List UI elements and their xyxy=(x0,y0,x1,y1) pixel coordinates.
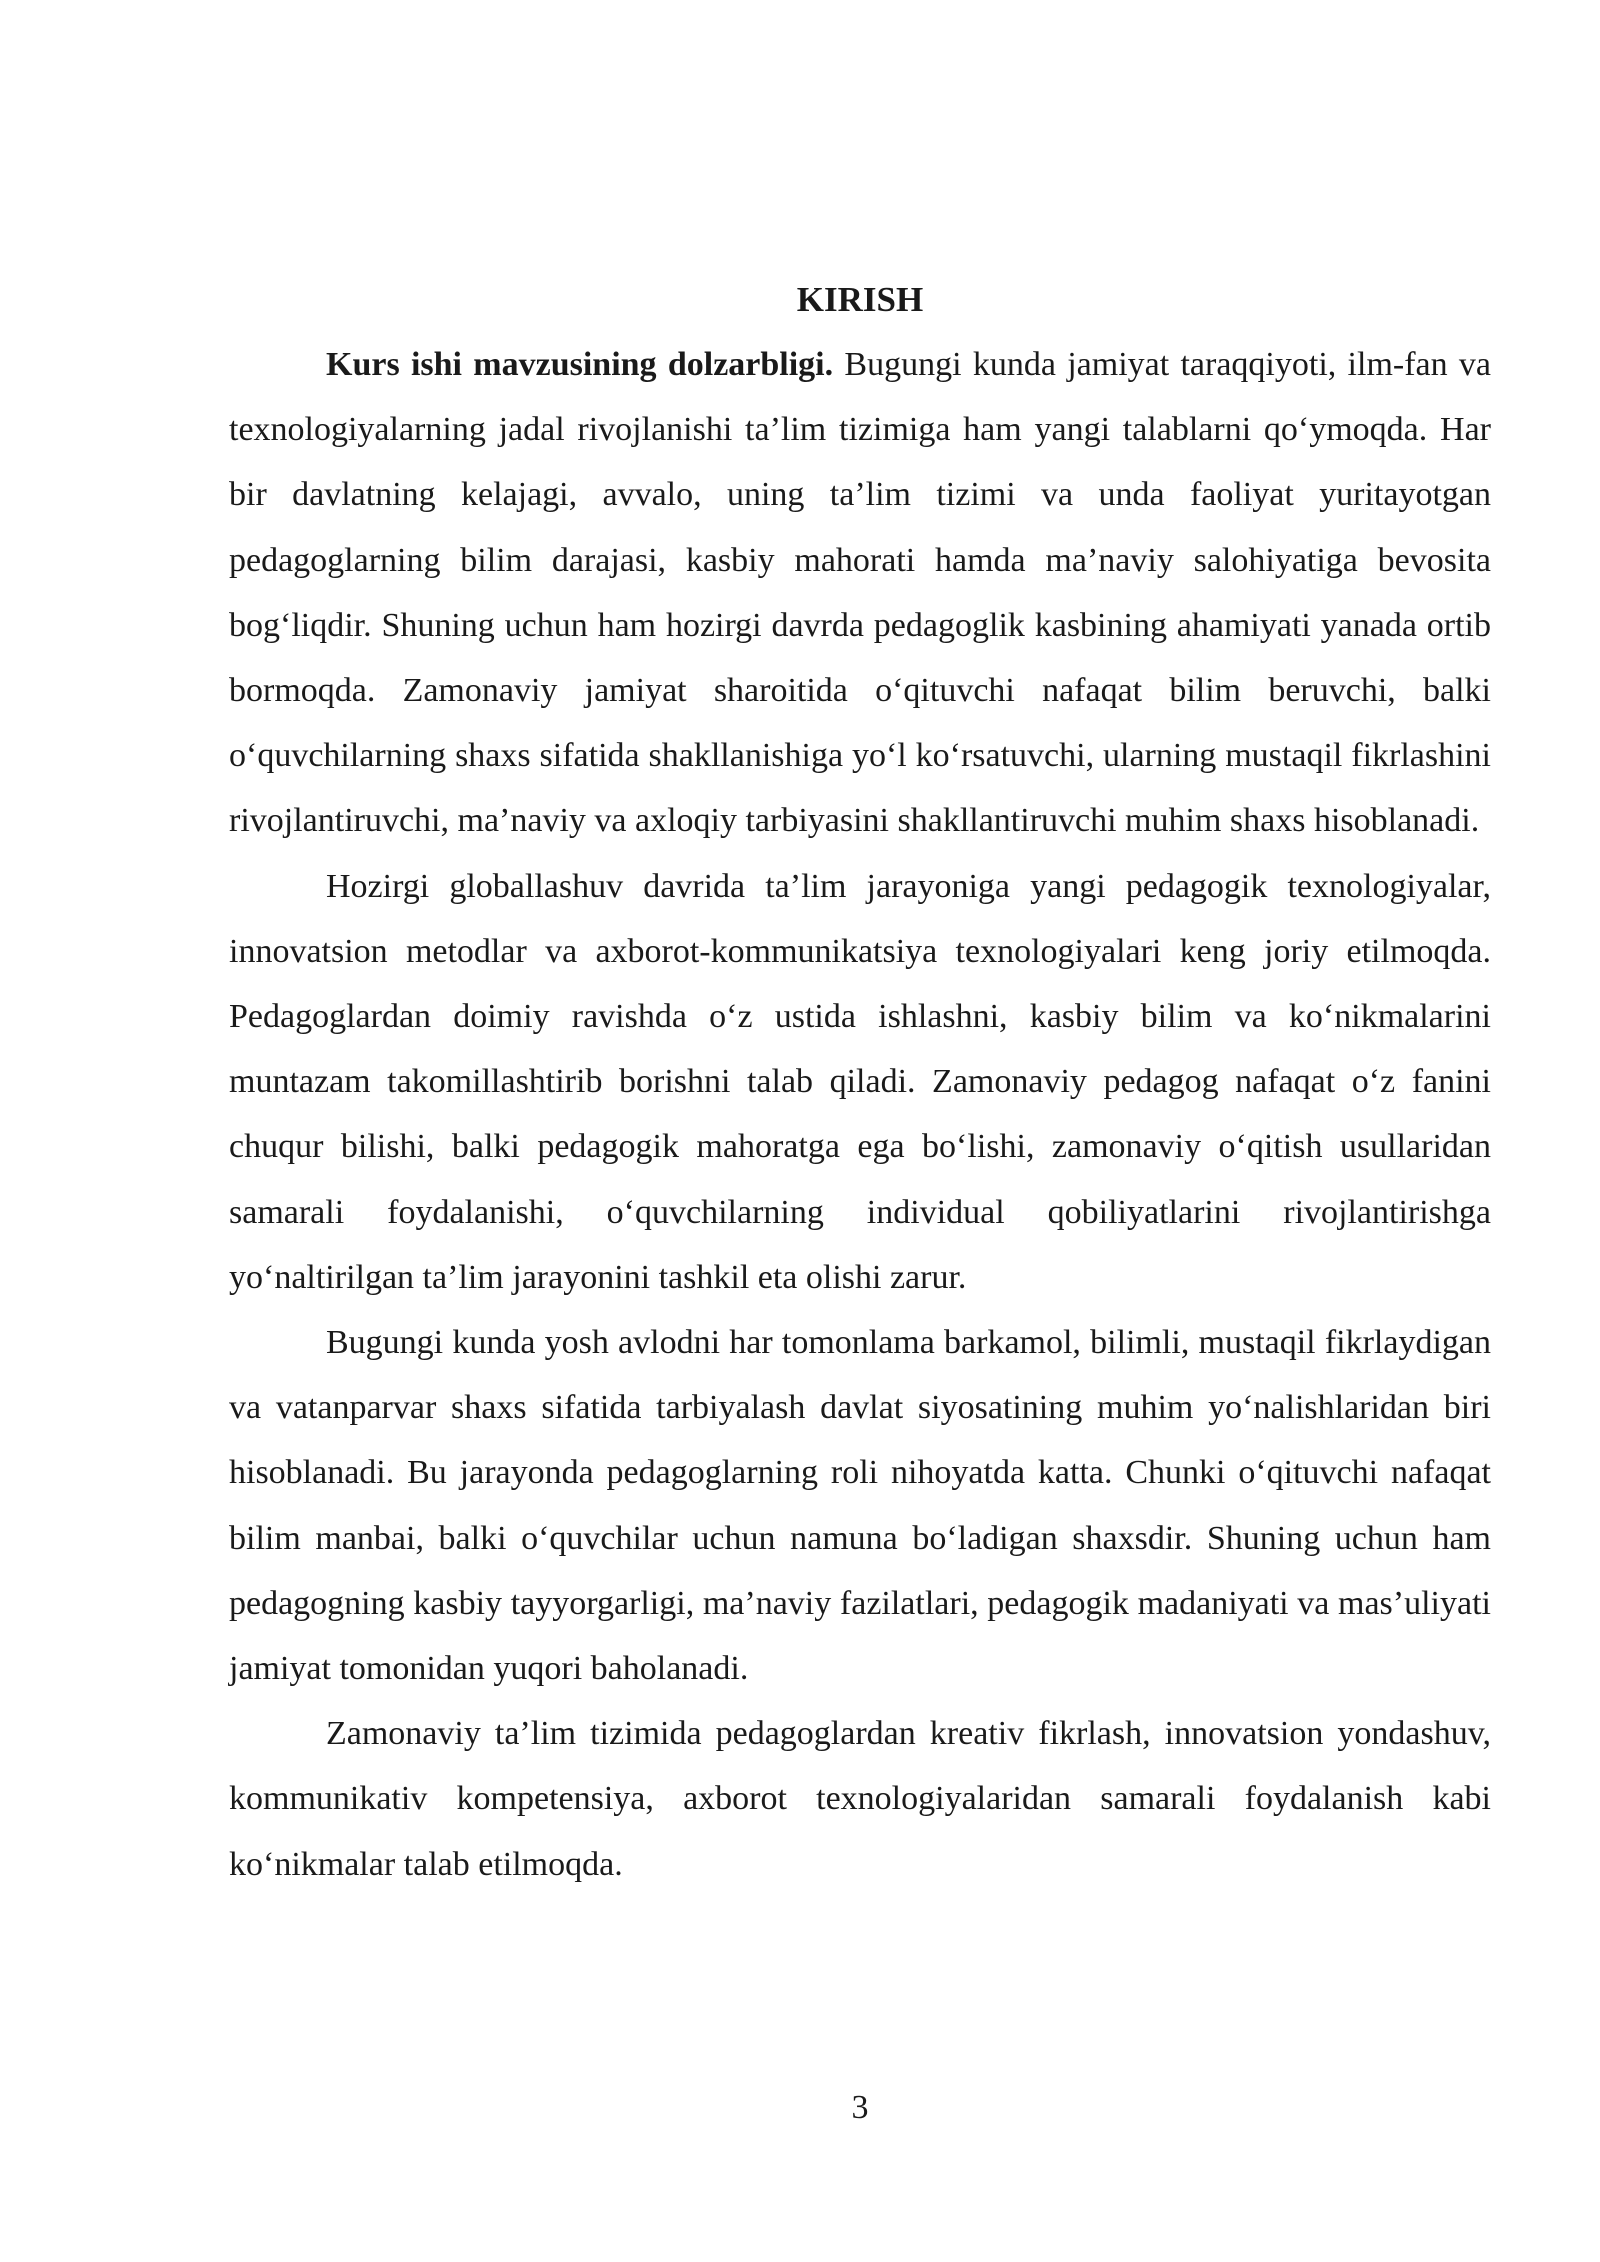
page-body xyxy=(229,276,1491,1897)
paragraph-2: Hozirgi globallashuv davrida ta’lim jarayoniga yangi pedagogik texnologiyalar, innovatsion metodlar va axborot-kommunikatsiya texnologiyalari keng joriy etilmoqda. Pedagoglardan doimiy ravishda o‘z ustida ishlashni, kasbiy bilim va ko‘nikmalarini muntazam takomillashtirib borishni talab qiladi. Zamonaviy pedagog nafaqat o‘z fanini chuqur bilishi, balki pedagogik mahoratga ega bo‘lishi, zamonaviy o‘qitish usullaridan samarali foydalanishi, o‘quvchilarning individual qobiliyatlarini rivojlantirishga yo‘naltirilgan ta’lim jarayonini tashkil eta olishi zarur. xyxy=(229,867,1491,1296)
page-number: 3 xyxy=(851,2089,869,2126)
paragraph-4: Zamonaviy ta’lim tizimida pedagoglardan kreativ fikrlash, innovatsion yondashuv, kommunikativ kompetensiya, axborot texnologiyalaridan samarali foydalanish kabi ko‘nikmalar talab etilmoqda. xyxy=(229,1715,1491,1883)
paragraph-3: Bugungi kunda yosh avlodni har tomonlama barkamol, bilimli, mustaqil fikrlaydigan va vatanparvar shaxs sifatida tarbiyalash davlat siyosatining muhim yo‘nalishlaridan biri hisoblanadi. Bu jarayonda pedagoglarning roli nihoyatda katta. Chunki o‘qituvchi nafaqat bilim manbai, balki o‘quvchilar uchun namuna bo‘ladigan shaxsdir. Shuning uchun ham pedagogning kasbiy tayyorgarligi, ma’naviy fazilatlari, pedagogik madaniyati va mas’uliyati jamiyat tomonidan yuqori baholanadi. xyxy=(229,1324,1491,1688)
paragraph-text: Bugungi kunda jamiyat taraqqiyoti, ilm-fan va texnologiyalarning jadal rivojlanishi ta’lim tizimiga ham yangi talablarni qo‘ymoqda. Har bir davlatning kelajagi, avvalo, uning ta’lim tizimi va unda faoliyat yuritayotgan pedagoglarning bilim darajasi, kasbiy mahorati hamda ma’naviy salohiyatiga bevosita bog‘liqdir. Shuning uchun ham hozirgi davrda pedagoglik kasbining ahamiyati yanada ortib bormoqda. Zamonaviy jamiyat sharoitida o‘qituvchi nafaqat bilim beruvchi, balki o‘quvchilarning shaxs sifatida shakllanishiga yo‘l ko‘rsatuvchi, ularning mustaqil fikrlashini rivojlantiruvchi, ma’naviy va axloqiy tarbiyasini shakllantiruvchi muhim shaxs hisoblanadi. xyxy=(229,346,1492,840)
section-heading: KIRISH xyxy=(796,280,924,319)
paragraph-1 xyxy=(229,332,1491,854)
paragraph-lead: Kurs ishi mavzusining dolzarbligi. xyxy=(326,346,834,383)
